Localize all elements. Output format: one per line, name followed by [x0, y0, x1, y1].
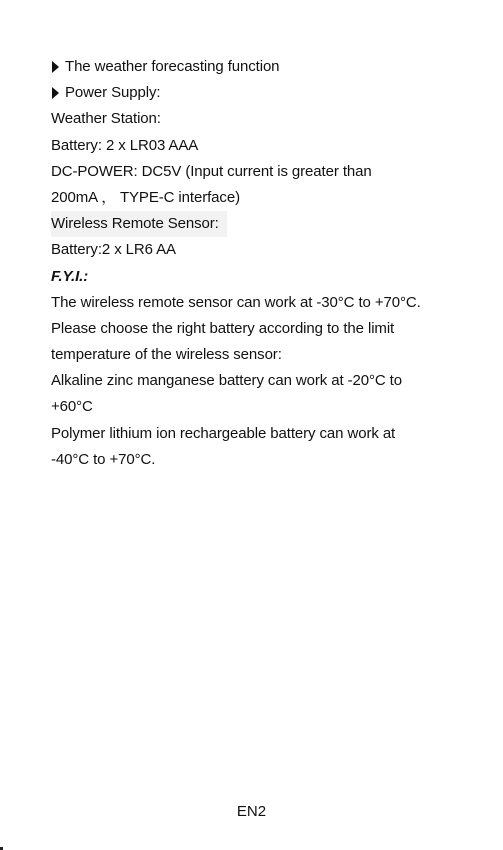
bullet-power-supply: [51, 80, 491, 106]
bullet-text: Power Supply:: [65, 84, 161, 102]
dc-power-line-2: 200mA ， TYPE-C interface): [51, 188, 240, 206]
fyi-line: The wireless remote sensor can work at -30°C to +70°C.: [51, 293, 421, 311]
remote-sensor-heading: Wireless Remote Sensor:: [51, 211, 227, 237]
bullet-weather-forecast: [51, 54, 491, 80]
remote-sensor-heading-row: [51, 211, 491, 237]
fyi-line: -40°C to +70°C.: [51, 450, 156, 468]
fyi-line: Please choose the right battery according to the limit: [51, 319, 395, 337]
fyi-line: Alkaline zinc manganese battery can work at -20°C to: [51, 372, 402, 390]
page-number: EN2: [236, 803, 267, 820]
bullet-text: The weather forecasting function: [65, 58, 280, 75]
weather-station-heading: Weather Station:: [51, 110, 161, 128]
weather-station-battery: Battery: 2 x LR03 AAA: [51, 136, 199, 154]
dc-power-line-1: DC-POWER: DC5V (Input current is greater than: [51, 162, 372, 180]
fyi-line: temperature of the wireless sensor:: [51, 346, 282, 364]
fyi-label: F.Y.I.:: [51, 267, 89, 285]
fyi-line: +60°C: [51, 398, 93, 416]
triangle-bullet-icon: [52, 61, 59, 73]
remote-sensor-battery: Battery:2 x LR6 AA: [51, 241, 176, 259]
document-body: [51, 54, 491, 473]
triangle-bullet-icon: [52, 87, 59, 99]
fyi-line: Polymer lithium ion rechargeable battery can work at: [51, 424, 396, 442]
